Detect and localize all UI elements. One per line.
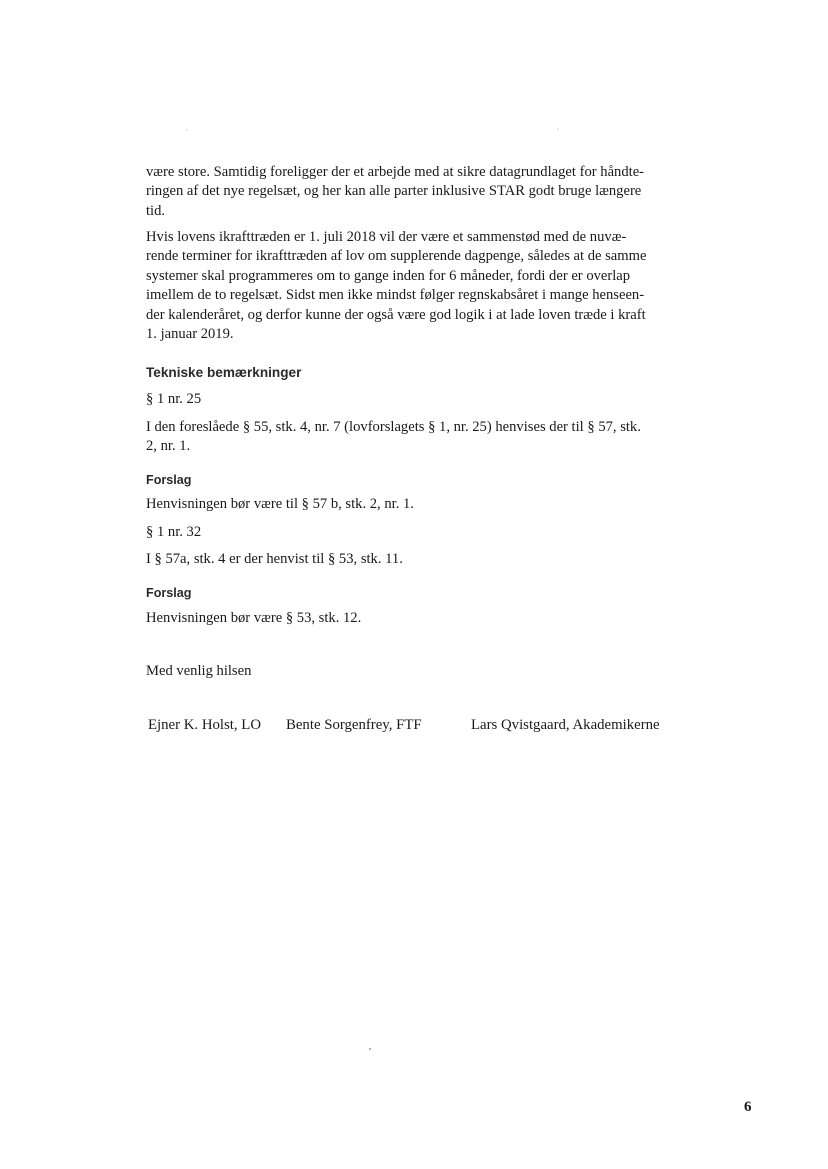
proposal-text-1: Henvisningen bør være til § 57 b, stk. 2, nr. 1. [146,496,414,512]
text-line: rende terminer for ikrafttræden af lov om supplerende dagpenge, således at de samme [146,248,647,265]
technical-remark-2: I § 57a, stk. 4 er der henvist til § 53, stk. 11. [146,551,403,567]
proposal-heading-1: Forslag [146,473,192,487]
text-line: systemer skal programmeres om to gange inden for 6 måneder, fordi der er overlap [146,267,631,284]
technical-remark-1 [146,418,674,457]
text-line: 1. januar 2019. [146,326,234,343]
signatory-ftf: Bente Sorgenfrey, FTF [286,717,422,733]
text-line: imellem de to regelsæt. Sidst men ikke mindst følger regnskabsåret i mange henseen- [146,287,645,304]
proposal-text-2: Henvisningen bør være § 53, stk. 12. [146,610,362,626]
paragraph-effective-date [146,228,674,344]
scan-speck [186,129,188,131]
text-line: tid. [146,202,166,219]
text-line: ringen af det nye regelsæt, og her kan alle parter inklusive STAR godt bruge længere [146,183,642,200]
section-reference-1: § 1 nr. 25 [146,391,202,407]
page-number: 6 [744,1099,752,1115]
closing-greeting: Med venlig hilsen [146,663,252,679]
scan-speck [369,1048,371,1050]
section-reference-2: § 1 nr. 32 [146,524,202,540]
signatory-akademikerne: Lars Qvistgaard, Akademikerne [471,717,660,733]
scan-speck [557,128,559,130]
paragraph-data-basis [146,163,674,221]
text-line: være store. Samtidig foreligger der et arbejde med at sikre datagrundlaget for håndte- [146,164,645,180]
technical-remarks-heading: Tekniske bemærkninger [146,365,302,380]
signatory-lo: Ejner K. Holst, LO [148,717,262,733]
text-line: der kalenderåret, og derfor kunne der også være god logik i at lade loven træde i kraft [146,306,646,323]
proposal-heading-2: Forslag [146,586,192,600]
text-line: 2, nr. 1. [146,438,191,455]
text-line: I den foreslåede § 55, stk. 4, nr. 7 (lovforslagets § 1, nr. 25) henvises der til § 57, stk. [146,419,641,435]
text-line: Hvis lovens ikrafttræden er 1. juli 2018 vil der være et sammenstød med de nuvæ- [146,229,627,245]
